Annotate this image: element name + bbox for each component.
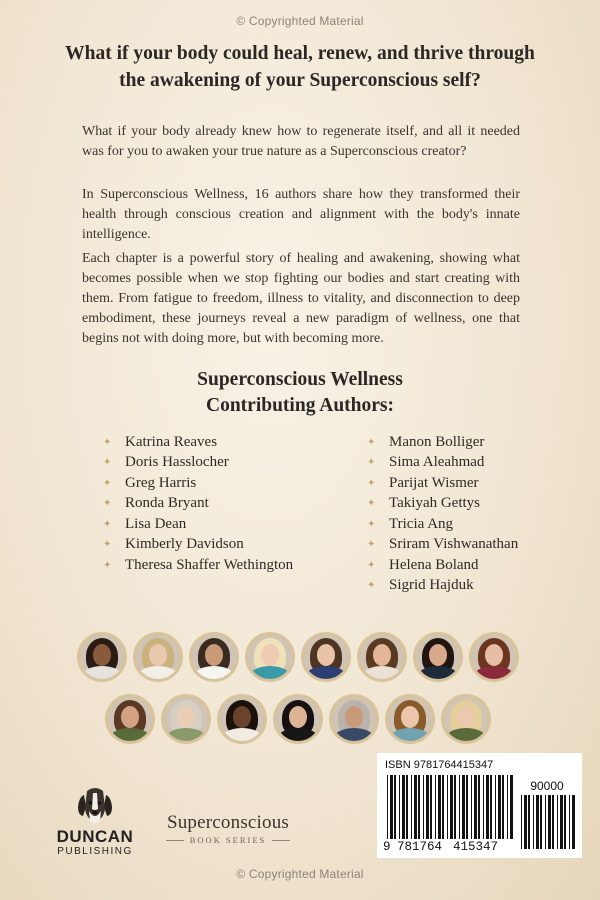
- star-bullet-icon: ✦: [103, 457, 112, 469]
- star-bullet-icon: ✦: [367, 580, 376, 592]
- barcode-bar: [483, 775, 484, 839]
- barcode-bar: [471, 775, 472, 839]
- barcode-bar: [502, 775, 504, 839]
- star-bullet-icon: ✦: [367, 559, 376, 571]
- author-photo: [189, 632, 239, 682]
- barcode-bar: [423, 775, 424, 839]
- author-photo: [385, 694, 435, 744]
- barcode-bar: [394, 775, 396, 839]
- author-name: Greg Harris: [125, 474, 197, 491]
- barcode-bar: [402, 775, 405, 839]
- author-photo: [413, 632, 463, 682]
- barcode-bar: [521, 795, 522, 849]
- star-bullet-icon: ✦: [367, 457, 376, 469]
- barcode-bar: [414, 775, 417, 839]
- barcode-bar: [572, 795, 575, 849]
- barcode-bar: [462, 775, 465, 839]
- barcode-bar: [430, 775, 432, 839]
- author-photo: [357, 632, 407, 682]
- author-name: Lisa Dean: [125, 515, 187, 532]
- author-name: Takiyah Gettys: [389, 495, 481, 512]
- barcode-bar: [495, 775, 496, 839]
- blurb-paragraph-1: What if your body already knew how to regenerate itself, and all it needed was for you to awaken your true nature as a Superconscious creator?: [82, 124, 520, 159]
- author-item: [103, 473, 293, 494]
- barcode-bar: [528, 795, 530, 849]
- blurb-paragraph-2: In Superconscious Wellness, 16 authors share how they transformed their health through conscious creation and alignment with the body's innate intelligence.: [82, 187, 520, 242]
- author-photo: [217, 694, 267, 744]
- star-bullet-icon: ✦: [103, 498, 112, 510]
- barcode-bar: [524, 795, 527, 849]
- barcode-bar: [540, 795, 542, 849]
- author-item: [367, 494, 518, 515]
- star-bullet-icon: ✦: [103, 539, 112, 551]
- author-name: Doris Hasslocher: [125, 454, 229, 471]
- series-name: Superconscious: [166, 812, 290, 833]
- barcode-digits-right: 415347: [453, 840, 499, 854]
- barcode-bar: [454, 775, 456, 839]
- barcode-bar: [466, 775, 468, 839]
- author-item: [103, 535, 293, 556]
- barcode-bar: [435, 775, 436, 839]
- barcode-bar: [406, 775, 408, 839]
- author-item: [367, 453, 518, 474]
- barcode-bar: [459, 775, 460, 839]
- barcode-bar: [447, 775, 448, 839]
- barcode-bar: [450, 775, 453, 839]
- authors-heading-line-2: Contributing Authors:: [206, 395, 394, 416]
- author-name: Theresa Shaffer Wethington: [125, 556, 294, 573]
- author-item: [103, 453, 293, 474]
- author-name: Tricia Ang: [389, 515, 454, 532]
- barcode-bar: [536, 795, 539, 849]
- series-logo: [158, 812, 298, 846]
- barcode-bar: [533, 795, 534, 849]
- star-bullet-icon: ✦: [103, 477, 112, 489]
- author-photo: [161, 694, 211, 744]
- star-bullet-icon: ✦: [367, 477, 376, 489]
- author-item: [367, 555, 518, 576]
- barcode-digit-prefix: 9: [383, 840, 391, 854]
- star-bullet-icon: ✦: [367, 436, 376, 448]
- barcode-bar: [510, 775, 513, 839]
- copyright-watermark-top: © Copyrighted Material: [236, 14, 364, 28]
- author-item: [367, 514, 518, 535]
- barcode-bar: [474, 775, 477, 839]
- headline: What if your body could heal, renew, and thrive through the awakening of your Superconscious self?: [65, 43, 535, 91]
- barcode-bar: [399, 775, 400, 839]
- author-name: Ronda Bryant: [125, 495, 209, 512]
- author-photo: [105, 694, 155, 744]
- author-name: Helena Boland: [389, 556, 479, 573]
- authors-heading: [150, 367, 450, 419]
- author-photo: [441, 694, 491, 744]
- author-name: Sigrid Hajduk: [389, 577, 474, 594]
- barcode-bar: [545, 795, 546, 849]
- author-name: Sima Aleahmad: [389, 454, 485, 471]
- beagle-dog-icon: [75, 785, 115, 827]
- author-name: Parijat Wismer: [389, 474, 479, 491]
- star-bullet-icon: ✦: [367, 539, 376, 551]
- series-subtitle-text: BOOK SERIES: [189, 835, 267, 845]
- barcode-bar: [426, 775, 429, 839]
- barcode-bar: [569, 795, 570, 849]
- author-photo: [77, 632, 127, 682]
- star-bullet-icon: ✦: [103, 559, 112, 571]
- publisher-name: DUNCAN: [56, 827, 134, 846]
- author-item: [103, 514, 293, 535]
- author-photo: [301, 632, 351, 682]
- author-name: Katrina Reaves: [125, 433, 218, 450]
- authors-list-right: [367, 432, 518, 596]
- author-name: Sriram Vishwanathan: [389, 536, 519, 553]
- barcode-bar: [390, 775, 393, 839]
- barcode-bar: [438, 775, 441, 839]
- barcode-bar: [564, 795, 566, 849]
- barcode-bar: [478, 775, 480, 839]
- star-bullet-icon: ✦: [103, 518, 112, 530]
- star-bullet-icon: ✦: [103, 436, 112, 448]
- barcode-bar: [498, 775, 501, 839]
- author-item: [367, 535, 518, 556]
- isbn-label: ISBN 9781764415347: [385, 759, 494, 771]
- publisher-logo: [55, 785, 135, 865]
- authors-list-left: [103, 432, 293, 576]
- copyright-watermark-bottom: © Copyrighted Material: [236, 867, 364, 881]
- author-photo: [245, 632, 295, 682]
- barcode-bar: [418, 775, 420, 839]
- divider: [272, 840, 290, 841]
- author-item: [367, 473, 518, 494]
- author-photo: [469, 632, 519, 682]
- author-photo: [329, 694, 379, 744]
- divider: [166, 840, 184, 841]
- author-photo: [133, 632, 183, 682]
- author-item: [367, 432, 518, 453]
- barcode-bar: [411, 775, 412, 839]
- barcode-bar: [490, 775, 492, 839]
- publisher-subtitle: PUBLISHING: [57, 846, 133, 857]
- author-item: [367, 576, 518, 597]
- star-bullet-icon: ✦: [367, 498, 376, 510]
- barcode-bar: [560, 795, 563, 849]
- authors-heading-line-1: Superconscious Wellness: [197, 369, 403, 390]
- author-item: [103, 494, 293, 515]
- barcode-digits-left: 781764: [397, 840, 443, 854]
- barcode-bar: [552, 795, 554, 849]
- author-item: [103, 555, 293, 576]
- isbn-barcode: [377, 753, 582, 858]
- price-code: 90000: [530, 779, 564, 793]
- author-name: Manon Bolliger: [389, 433, 485, 450]
- barcode-bar: [486, 775, 489, 839]
- barcode-bar: [557, 795, 558, 849]
- barcode-bar: [548, 795, 551, 849]
- barcode-bar: [387, 775, 388, 839]
- star-bullet-icon: ✦: [367, 518, 376, 530]
- blurb-paragraph-3: Each chapter is a powerful story of healing and awakening, showing what becomes possible when we stop fighting our bodies and start creating with them. From fatigue to freedom, illness to vitality, and disconnection to deep embodiment, these journeys reveal a new paradigm of wellness, one that begins not with doing more, but with becoming more.: [82, 251, 520, 346]
- series-subtitle: [158, 834, 298, 846]
- author-photo: [273, 694, 323, 744]
- author-item: [103, 432, 293, 453]
- author-name: Kimberly Davidson: [125, 536, 244, 553]
- barcode-bar: [507, 775, 508, 839]
- barcode-bar: [442, 775, 444, 839]
